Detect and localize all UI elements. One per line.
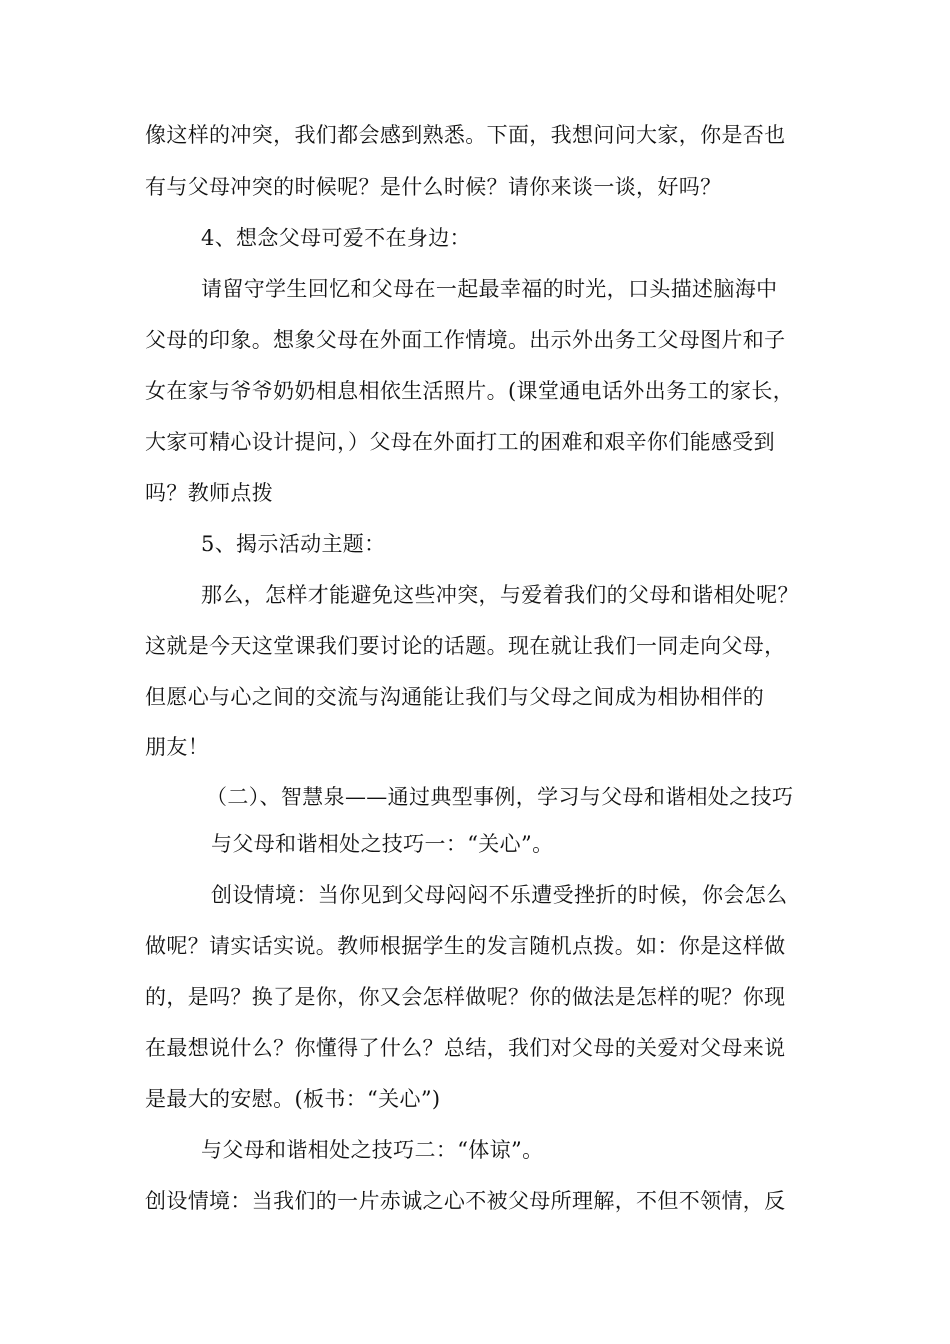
paragraph-line: 做呢？请实话实说。教师根据学生的发言随机点拨。如：你是这样做 bbox=[145, 934, 786, 958]
paragraph-line: 吗？教师点拨 bbox=[145, 481, 274, 505]
paragraph-line: 的，是吗？换了是你，你又会怎样做呢？你的做法是怎样的呢？你现 bbox=[145, 985, 786, 1009]
paragraph-line: 但愿心与心之间的交流与沟通能让我们与父母之间成为相协相伴的 bbox=[145, 685, 765, 709]
paragraph-line: 请留守学生回忆和父母在一起最幸福的时光，口头描述脑海中 bbox=[201, 277, 778, 301]
paragraph-line: 大家可精心设计提问，）父母在外面打工的困难和艰辛你们能感受到 bbox=[145, 430, 775, 454]
section-heading: 4、想念父母可爱不在身边： bbox=[201, 226, 471, 250]
paragraph-line: 创设情境：当我们的一片赤诚之心不被父母所理解，不但不领情，反 bbox=[145, 1189, 786, 1213]
paragraph-line: 这就是今天这堂课我们要讨论的话题。现在就让我们一同走向父母， bbox=[145, 634, 786, 658]
section-heading: （二）、智慧泉——通过典型事例，学习与父母和谐相处之技巧 bbox=[206, 785, 794, 809]
paragraph-line: 是最大的安慰。(板书：“关心”) bbox=[145, 1087, 441, 1111]
section-heading: 5、揭示活动主题： bbox=[201, 532, 386, 556]
paragraph-line: 有与父母冲突的时候呢？是什么时候？请你来谈一谈，好吗？ bbox=[145, 175, 722, 199]
paragraph-line: 女在家与爷爷奶奶相息相依生活照片。(课堂通电话外出务工的家长， bbox=[145, 379, 795, 403]
subheading: 与父母和谐相处之技巧一：“关心”。 bbox=[211, 832, 554, 856]
paragraph-line: 那么，怎样才能避免这些冲突，与爱着我们的父母和谐相处呢？ bbox=[201, 583, 799, 607]
paragraph-line: 在最想说什么？你懂得了什么？总结，我们对父母的关爱对父母来说 bbox=[145, 1036, 786, 1060]
paragraph-line: 创设情境：当你见到父母闷闷不乐遭受挫折的时候，你会怎么 bbox=[211, 883, 788, 907]
subheading: 与父母和谐相处之技巧二：“体谅”。 bbox=[201, 1138, 544, 1162]
paragraph-line: 像这样的冲突，我们都会感到熟悉。下面，我想问问大家，你是否也 bbox=[145, 123, 786, 147]
paragraph-line: 父母的印象。想象父母在外面工作情境。出示外出务工父母图片和子 bbox=[145, 328, 786, 352]
paragraph-line: 朋友！ bbox=[145, 735, 210, 759]
